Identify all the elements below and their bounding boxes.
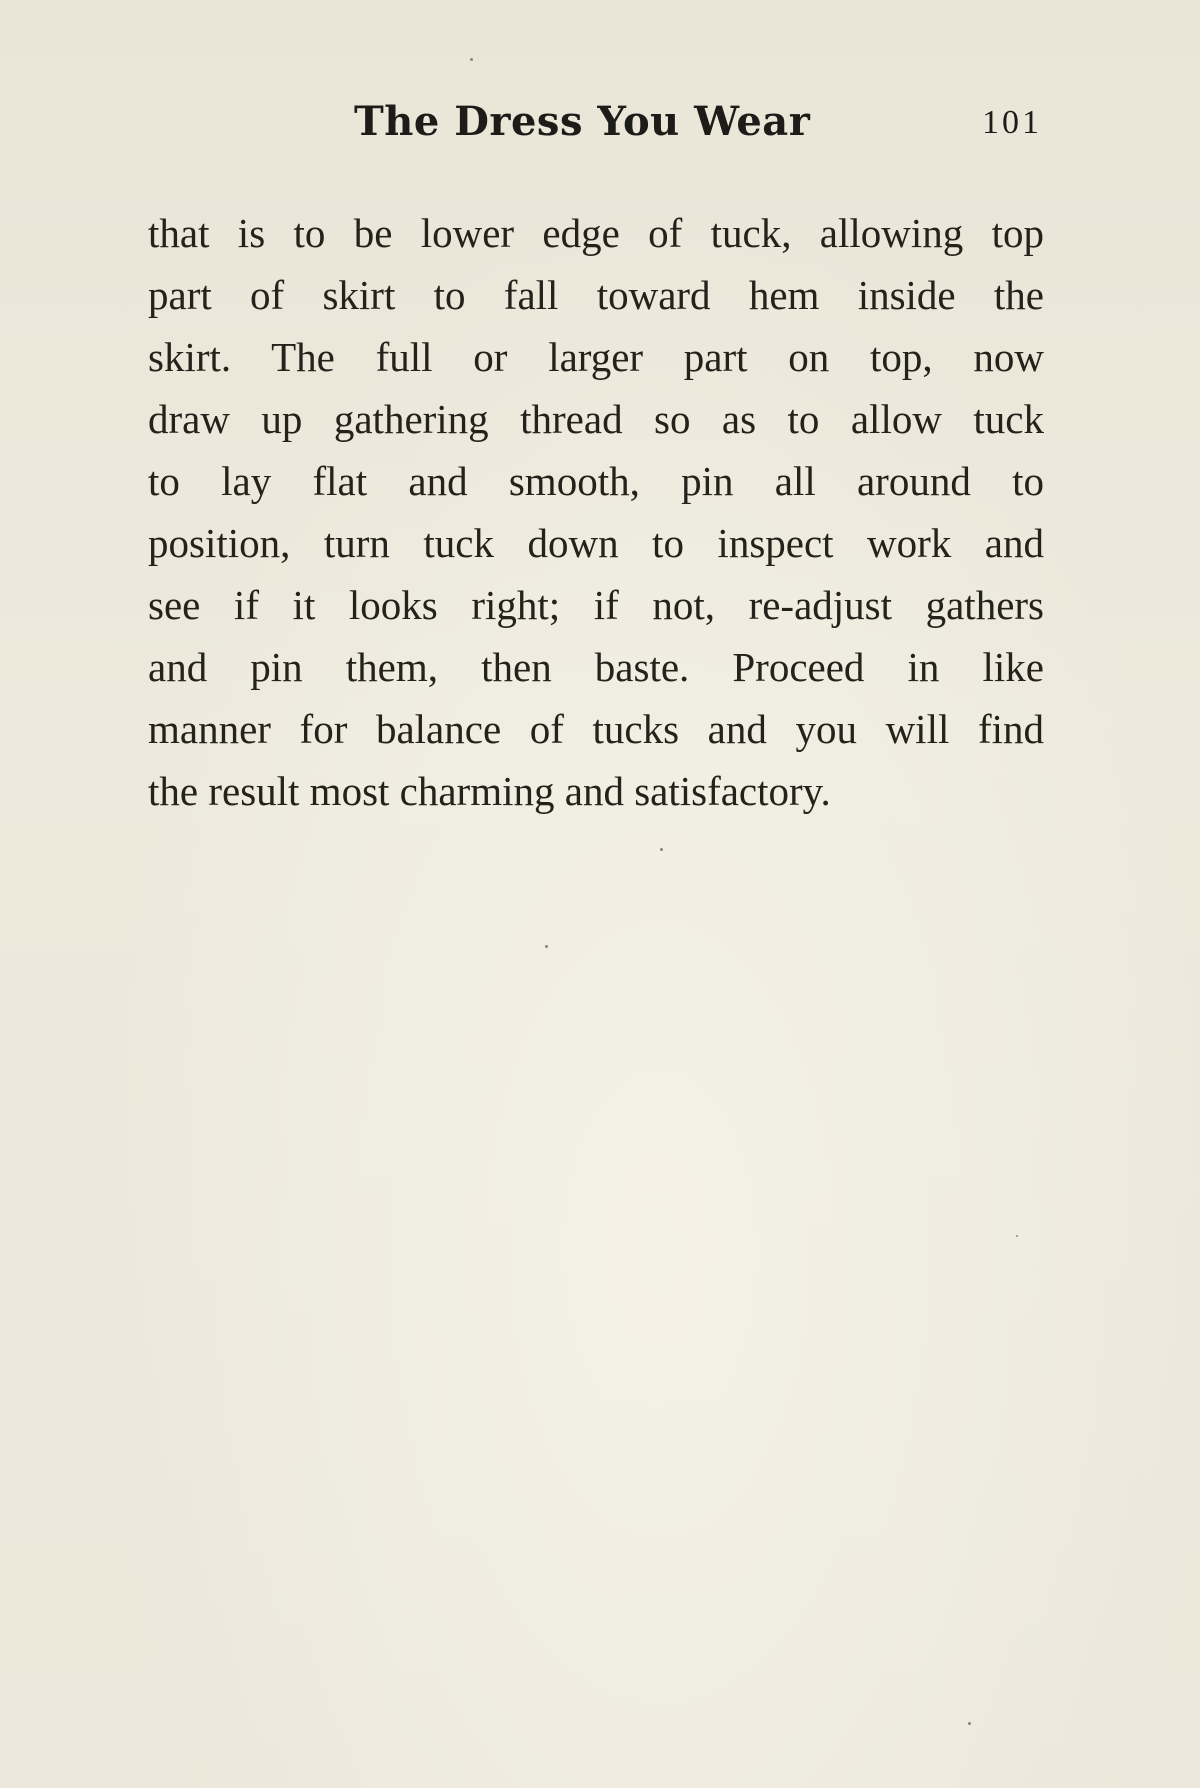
text-line: that is to be lower edge of tuck, allowing top <box>148 210 1044 256</box>
paper-speck <box>545 945 548 948</box>
text-line: and pin them, then baste. Proceed in like <box>148 644 1044 690</box>
running-head <box>148 98 1044 158</box>
text-line: the result most charming and satisfactory. <box>148 768 831 814</box>
text-line: to lay flat and smooth, pin all around to <box>148 458 1044 504</box>
paper-speck <box>968 1722 971 1725</box>
text-line: manner for balance of tucks and you will find <box>148 706 1044 752</box>
text-line: part of skirt to fall toward hem inside the <box>148 272 1044 318</box>
text-line: see if it looks right; if not, re-adjust gathers <box>148 582 1044 628</box>
running-title: The Dress You Wear <box>354 98 811 145</box>
paper-speck <box>660 848 663 851</box>
text-line: position, turn tuck down to inspect work and <box>148 520 1044 566</box>
body-paragraph <box>148 202 1044 822</box>
text-line: skirt. The full or larger part on top, now <box>148 334 1044 380</box>
paper-speck <box>470 58 473 61</box>
page-number: 101 <box>982 104 1042 141</box>
paper-speck <box>1016 1235 1018 1237</box>
text-line: draw up gathering thread so as to allow tuck <box>148 396 1044 442</box>
